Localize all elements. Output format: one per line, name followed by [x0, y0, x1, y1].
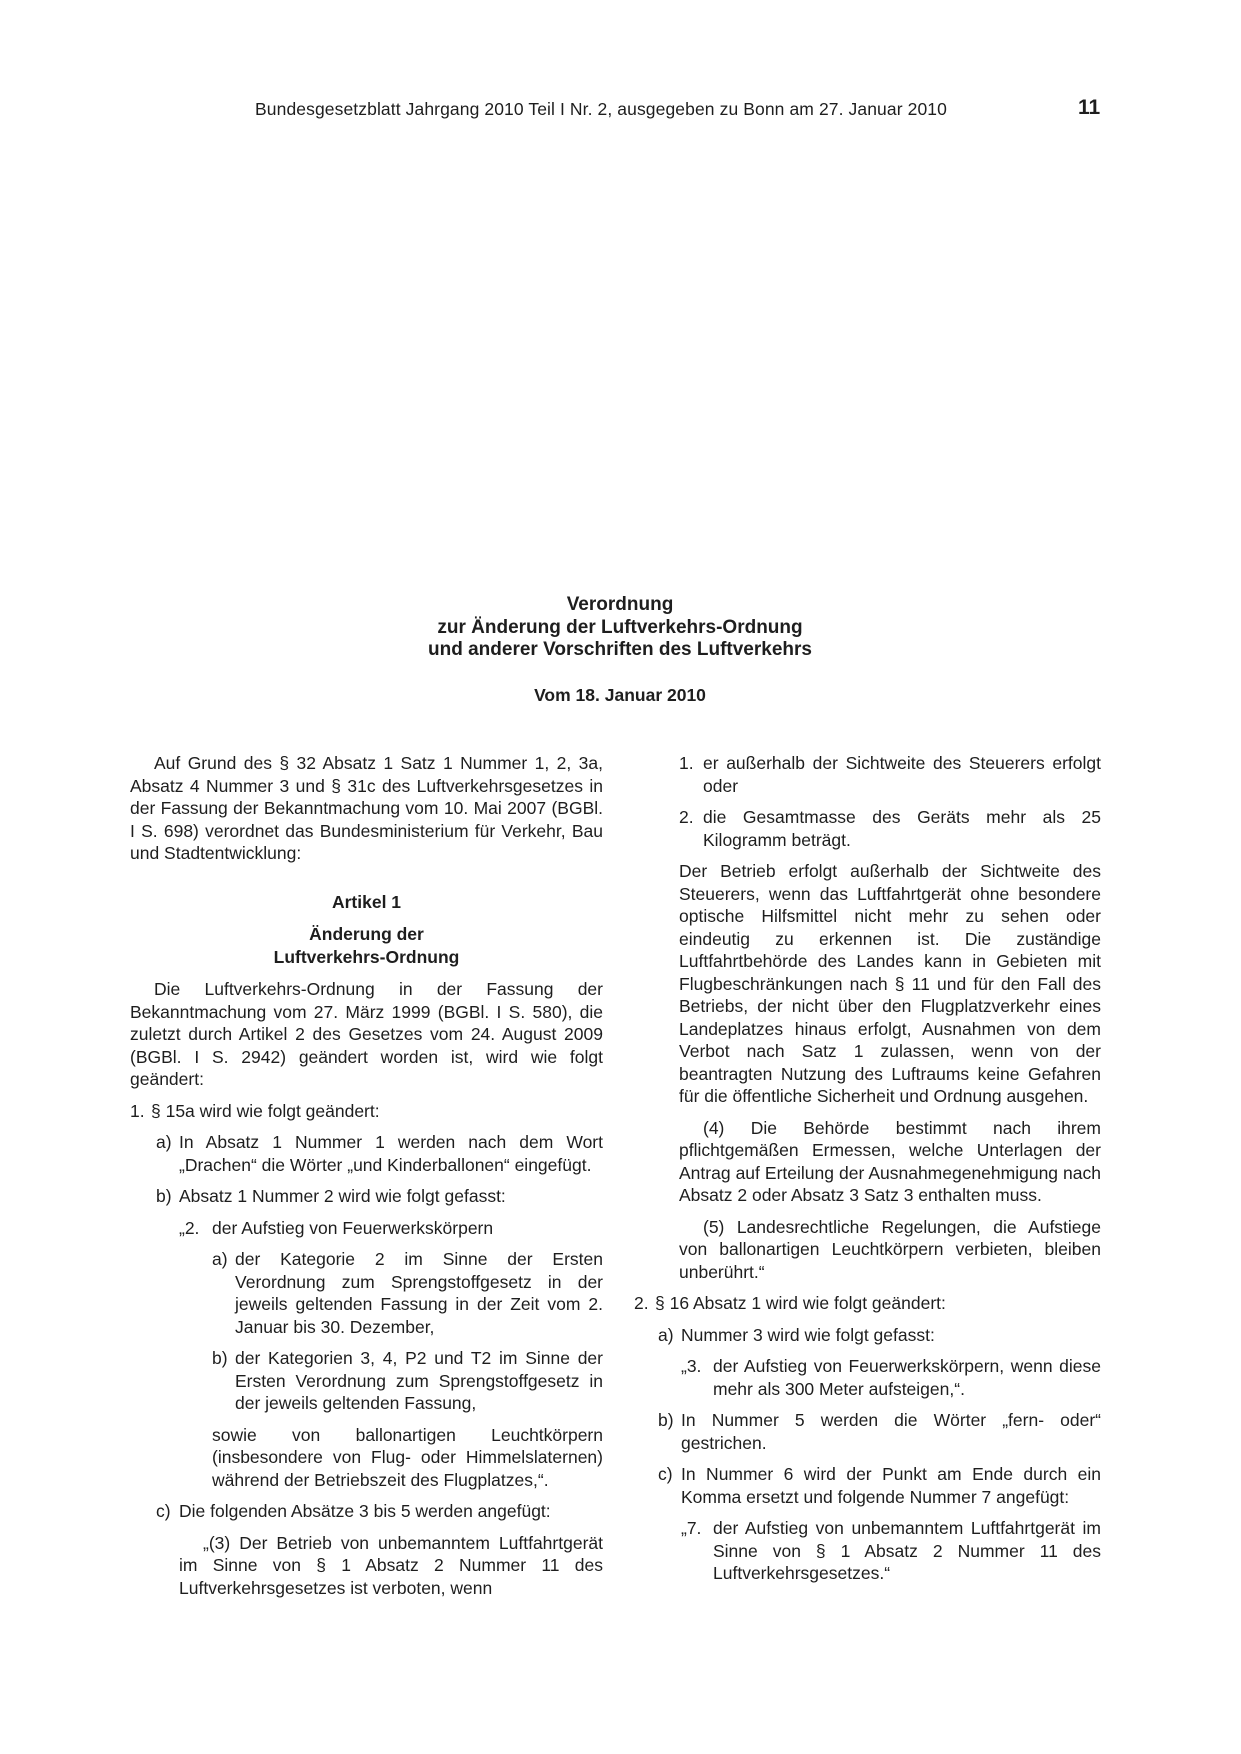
list-item	[212, 1248, 603, 1338]
list-item	[658, 1324, 1101, 1347]
list-item	[130, 1100, 603, 1123]
item-text: § 15a wird wie folgt geändert:	[151, 1100, 380, 1121]
article-title-line-1: Änderung der	[309, 924, 424, 944]
list-item	[679, 806, 1101, 851]
item-text: der Aufstieg von Feuerwerkskörpern	[212, 1217, 494, 1238]
item-marker: b)	[212, 1348, 228, 1368]
quoted-item	[681, 1517, 1101, 1585]
item-text: der Aufstieg von Feuerwerkskörpern, wenn diese mehr als 300 Meter aufsteigen,“.	[713, 1356, 1101, 1399]
item-text: Absatz 1 Nummer 2 wird wie folgt gefasst:	[179, 1186, 506, 1206]
page-number: 11	[1078, 96, 1101, 119]
quoted-item	[179, 1217, 603, 1240]
running-head: Bundesgesetzblatt Jahrgang 2010 Teil I Nr. 2, ausgegeben zu Bonn am 27. Januar 2010	[255, 99, 947, 119]
list-item	[634, 1292, 1101, 1315]
list-item	[658, 1463, 1101, 1508]
list-item	[156, 1185, 603, 1208]
left-column	[130, 752, 603, 1599]
list-item	[156, 1500, 603, 1523]
list-item	[679, 752, 1101, 797]
item-text: Die folgenden Absätze 3 bis 5 werden angefügt:	[179, 1501, 551, 1521]
list-item	[156, 1131, 603, 1176]
paragraph-3: „(3) Der Betrieb von unbemanntem Luftfahrtgerät im Sinne von § 1 Absatz 2 Nummer 11 des Luftverkehrsgesetzes ist verboten, wenn	[179, 1532, 603, 1598]
item-marker: c)	[658, 1464, 673, 1484]
item-marker: c)	[156, 1501, 171, 1521]
item-marker: b)	[156, 1186, 172, 1206]
paragraph-5: (5) Landesrechtliche Regelungen, die Aufstiege von ballonartigen Leuchtkörpern verbieten, bleiben unberührt.“	[679, 1216, 1101, 1282]
list-item	[658, 1409, 1101, 1454]
item-marker: „2.	[179, 1217, 200, 1238]
item-marker: 2.	[679, 807, 694, 827]
item-marker: a)	[658, 1324, 674, 1345]
paragraph-4: (4) Die Behörde bestimmt nach ihrem pflichtgemäßen Ermessen, welche Unterlagen der Antrag auf Erteilung der Ausnahmegenehmigung nach Absatz 2 oder Absatz 3 Satz 3 enthalten muss.	[679, 1117, 1101, 1205]
title-line-2: zur Änderung der Luftverkehrs-Ordnung	[437, 616, 803, 638]
item-text: In Nummer 5 werden die Wörter „fern- oder“ gestrichen.	[681, 1410, 1101, 1453]
item-marker: a)	[156, 1132, 172, 1152]
preamble: Auf Grund des § 32 Absatz 1 Satz 1 Nummer 1, 2, 3a, Absatz 4 Nummer 3 und § 31c des Luftverkehrsgesetzes in der Fassung der Bekanntmachung vom 10. Mai 2007 (BGBl. I S. 698) verordnet das Bundesministerium für Verkehr, Bau und Stadtentwicklung:	[130, 753, 603, 863]
item-text: die Gesamtmasse des Geräts mehr als 25 Kilogramm beträgt.	[703, 807, 1101, 850]
item-marker: b)	[658, 1410, 674, 1430]
item-text: § 16 Absatz 1 wird wie folgt geändert:	[655, 1293, 946, 1313]
item-text: In Absatz 1 Nummer 1 werden nach dem Wort „Drachen“ die Wörter „und Kinderballonen“ eingefügt.	[179, 1132, 603, 1175]
item-marker: 2.	[634, 1293, 649, 1313]
title-line-1: Verordnung	[566, 594, 674, 615]
item-marker: 1.	[130, 1100, 145, 1121]
item-text: der Kategorie 2 im Sinne der Ersten Verordnung zum Sprengstoffgesetz in der jeweils geltenden Fassung in der Zeit vom 2. Januar bis 30. Dezember,	[235, 1249, 603, 1337]
item-text: Nummer 3 wird wie folgt gefasst:	[681, 1324, 935, 1345]
list-item	[212, 1347, 603, 1415]
title-line-3: und anderer Vorschriften des Luftverkehrs	[428, 639, 812, 660]
article-heading: Artikel 1	[331, 891, 402, 912]
document-date: Vom 18. Januar 2010	[534, 685, 706, 705]
right-column	[634, 752, 1101, 1585]
item-marker: „7.	[681, 1518, 702, 1538]
article-title-line-2: Luftverkehrs-Ordnung	[273, 946, 460, 967]
article-intro: Die Luftverkehrs-Ordnung in der Fassung der Bekanntmachung vom 27. März 1999 (BGBl. I S. 580), die zuletzt durch Artikel 2 des Gesetzes vom 24. August 2009 (BGBl. I S. 2942) geändert worden ist, wird wie folgt geändert:	[130, 979, 603, 1089]
item-text: der Kategorien 3, 4, P2 und T2 im Sinne der Ersten Verordnung zum Sprengstoffgesetz in der jeweils geltenden Fassung,	[235, 1348, 603, 1413]
quoted-tail: sowie von ballonartigen Leuchtkörpern (insbesondere von Flug- oder Himmelslaternen) während der Betriebszeit des Flugplatzes,“.	[212, 1424, 603, 1490]
item-text: er außerhalb der Sichtweite des Steuerers erfolgt oder	[703, 753, 1101, 796]
item-marker: a)	[212, 1249, 228, 1269]
quoted-item	[681, 1355, 1101, 1400]
item-marker: 1.	[679, 753, 694, 773]
paragraph-3-continued: Der Betrieb erfolgt außerhalb der Sichtweite des Steuerers, wenn das Luftfahrtgerät ohne besondere optische Hilfsmittel nicht mehr zu sehen oder eindeutig zu erkennen ist. Die zuständige Luftfahrtbehörde des Landes kann in Gebieten mit Flugbeschränkungen nach § 11 und für den Fall des Betriebs, der nicht über den Flugplatzverkehr eines Landeplatzes hinaus erfolgt, Ausnahmen von dem Verbot nach Satz 1 zulassen, wenn von der beantragten Nutzung des Luftraums keine Gefahren für die öffentliche Sicherheit und Ordnung ausgehen.	[679, 861, 1101, 1106]
item-text: der Aufstieg von unbemanntem Luftfahrtgerät im Sinne von § 1 Absatz 2 Nummer 11 des Luftverkehrsgesetzes.“	[713, 1518, 1101, 1583]
item-marker: „3.	[681, 1356, 702, 1376]
document-title	[370, 594, 870, 662]
item-text: In Nummer 6 wird der Punkt am Ende durch ein Komma ersetzt und folgende Nummer 7 angefügt:	[681, 1464, 1101, 1507]
